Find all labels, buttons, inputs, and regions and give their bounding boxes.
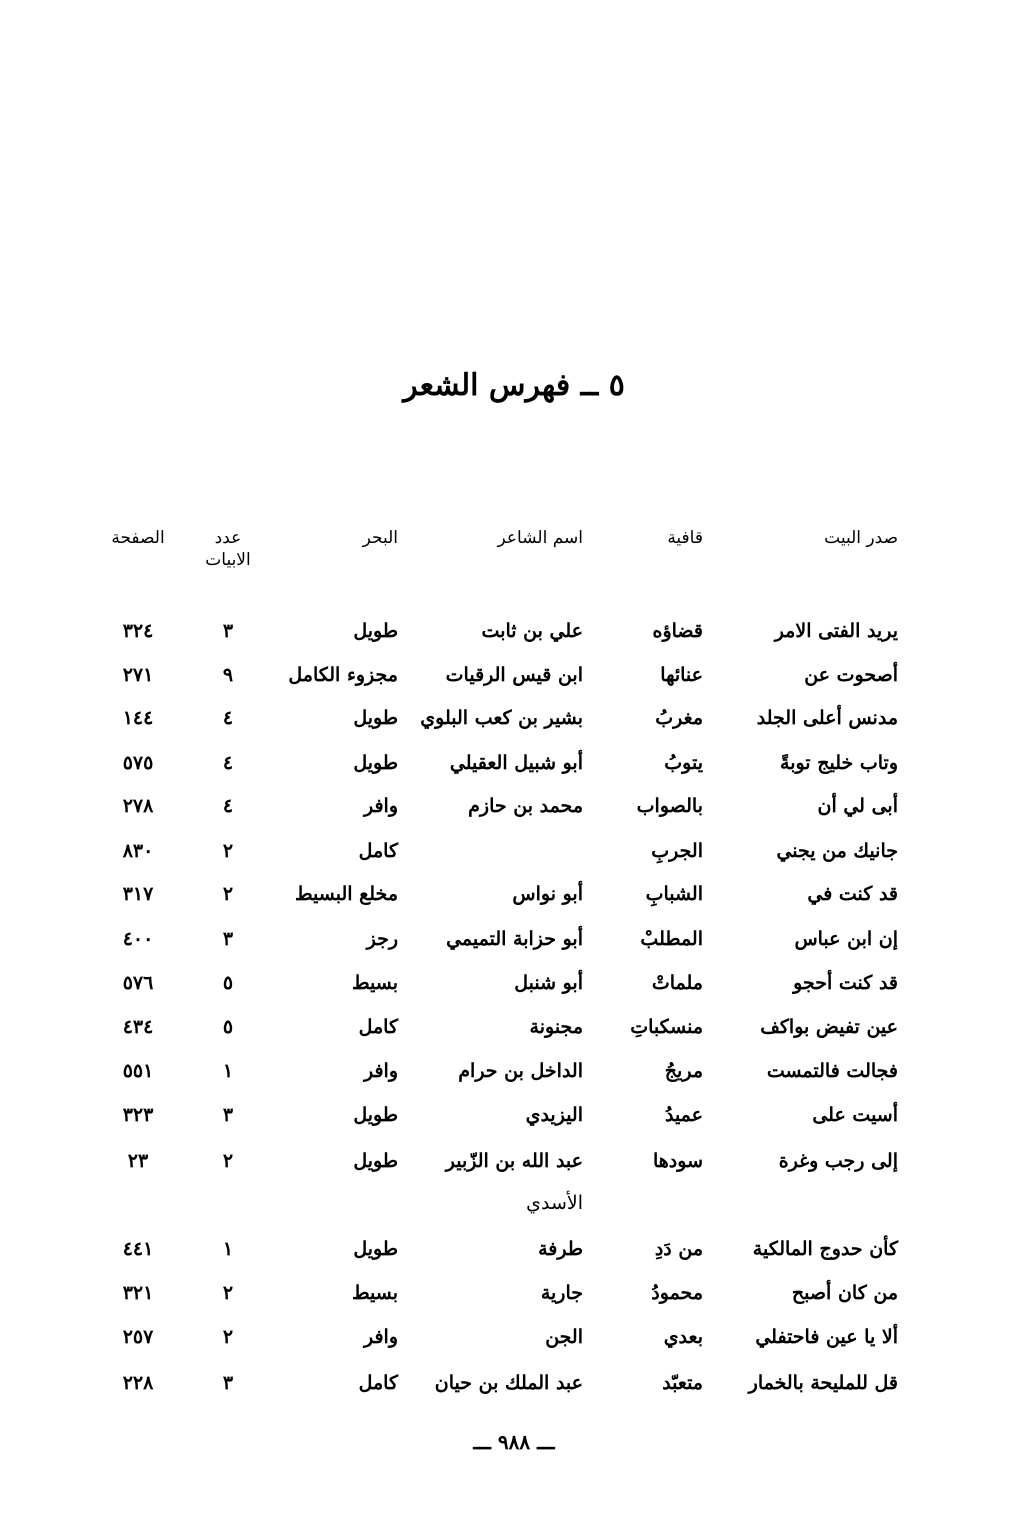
cell-count: ٤ <box>222 752 234 774</box>
cell-page: ٢٥٧ <box>122 1326 154 1348</box>
cell-first-half: أصحوت عن <box>804 664 898 686</box>
cell-meter: طويل <box>353 1104 398 1126</box>
cell-first-half: جانيك من يجني <box>776 840 898 862</box>
table-row <box>0 1060 1028 1100</box>
header-count-line2: الابيات <box>205 550 251 570</box>
cell-count: ٢ <box>222 1150 234 1172</box>
cell-rhyme: الشبابِ <box>645 883 703 905</box>
cell-page: ٣٢٤ <box>122 620 154 642</box>
cell-meter: طويل <box>353 620 398 642</box>
cell-count: ٣ <box>222 928 234 950</box>
cell-poet: عبد الملك بن حيان <box>434 1372 583 1394</box>
cell-count: ٢ <box>222 883 234 905</box>
cell-page: ٤٤١ <box>122 1238 154 1260</box>
cell-poet: الداخل بن حرام <box>458 1060 583 1082</box>
cell-meter: كامل <box>358 840 398 862</box>
cell-first-half: أسيت على <box>812 1104 898 1126</box>
table-row <box>0 752 1028 792</box>
cell-meter: طويل <box>353 752 398 774</box>
header-meter: البحر <box>362 528 398 548</box>
cell-first-half: أبى لي أن <box>817 795 898 817</box>
cell-rhyme: متعبّد <box>662 1372 703 1394</box>
cell-first-half: قد كنت في <box>807 883 898 905</box>
cell-poet: جارية <box>540 1282 583 1304</box>
page-title: ٥ ــ فهرس الشعر <box>403 368 625 403</box>
poet-continuation-line <box>0 1192 1028 1232</box>
cell-poet: علي بن ثابت <box>481 620 583 642</box>
cell-first-half: إلى رجب وغرة <box>778 1150 898 1172</box>
cell-page: ٣٢١ <box>122 1282 154 1304</box>
cell-rhyme: مريجُ <box>664 1060 703 1082</box>
cell-count: ٥ <box>222 972 234 994</box>
cell-poet: بشير بن كعب البلوي <box>420 707 583 729</box>
cell-first-half: ألا يا عين فاحتفلي <box>755 1326 898 1348</box>
cell-page: ٥٥١ <box>122 1060 154 1082</box>
cell-rhyme: يتوبُ <box>664 752 703 774</box>
table-row <box>0 1150 1028 1190</box>
cell-count: ٣ <box>222 1372 234 1394</box>
cell-meter: كامل <box>358 1372 398 1394</box>
cell-rhyme: عنائها <box>660 664 703 686</box>
table-row <box>0 620 1028 660</box>
cell-rhyme: الجربِ <box>651 840 703 862</box>
cell-poet: طرفة <box>538 1238 583 1260</box>
cell-page: ٤٣٤ <box>122 1016 154 1038</box>
cell-page: ٤٠٠ <box>122 928 154 950</box>
cell-first-half: عين تفيض بواكف <box>760 1016 898 1038</box>
cell-rhyme: المطلبْ <box>640 928 703 950</box>
cell-count: ١ <box>222 1060 234 1082</box>
cell-count: ١ <box>222 1238 234 1260</box>
cell-meter: كامل <box>358 1016 398 1038</box>
table-row <box>0 795 1028 835</box>
cell-page: ٥٧٥ <box>122 752 154 774</box>
cell-rhyme: ملماتْ <box>651 972 703 994</box>
cell-rhyme: منسكباتِ <box>630 1016 703 1038</box>
cell-page: ٢٣ <box>127 1150 149 1172</box>
cell-page: ٢٧١ <box>122 664 154 686</box>
cell-rhyme: محمودُ <box>651 1282 703 1304</box>
table-row <box>0 840 1028 880</box>
poet-continuation: الأسدي <box>526 1192 583 1214</box>
cell-first-half: فجالت فالتمست <box>766 1060 898 1082</box>
table-row <box>0 1016 1028 1056</box>
table-header <box>0 527 1028 570</box>
cell-count: ٢ <box>222 840 234 862</box>
cell-page: ٣٢٣ <box>122 1104 154 1126</box>
cell-first-half: مدنس أعلى الجلد <box>756 707 898 729</box>
cell-meter: وافر <box>363 1060 398 1082</box>
cell-rhyme: من دَدِ <box>654 1238 703 1260</box>
header-first-half: صدر البيت <box>824 528 898 548</box>
table-row <box>0 664 1028 704</box>
page-number: ـــ ٩٨٨ ـــ <box>473 1430 555 1454</box>
table-row <box>0 972 1028 1012</box>
table-row <box>0 928 1028 968</box>
cell-first-half: قل للمليحة بالخمار <box>748 1372 898 1394</box>
cell-rhyme: بعدي <box>663 1326 703 1348</box>
cell-first-half: إن ابن عباس <box>794 928 898 950</box>
table-row <box>0 707 1028 747</box>
cell-poet: أبو حزابة التميمي <box>446 928 583 950</box>
cell-first-half: يريد الفتى الامر <box>774 620 898 642</box>
cell-rhyme: سودها <box>652 1150 703 1172</box>
cell-poet: مجنونة <box>529 1016 583 1038</box>
cell-first-half: قد كنت أحجو <box>793 972 898 994</box>
cell-count: ٤ <box>222 795 234 817</box>
cell-poet: أبو شبيل العقيلي <box>449 752 583 774</box>
cell-first-half: كأن حدوج المالكية <box>752 1238 898 1260</box>
cell-rhyme: بالصواب <box>636 795 703 817</box>
cell-poet: اليزيدي <box>525 1104 583 1126</box>
cell-rhyme: مغربُ <box>655 707 703 729</box>
cell-meter: وافر <box>363 1326 398 1348</box>
cell-page: ٢٧٨ <box>122 795 154 817</box>
cell-count: ٥ <box>222 1016 234 1038</box>
cell-meter: مخلع البسيط <box>295 883 398 905</box>
cell-rhyme: عميدُ <box>664 1104 703 1126</box>
cell-poet: ابن قيس الرقيات <box>445 664 583 686</box>
cell-meter: رجز <box>366 928 398 950</box>
cell-meter: طويل <box>353 707 398 729</box>
cell-first-half: وتاب خليج توبةً <box>780 752 898 774</box>
cell-page: ٨٣٠ <box>122 840 154 862</box>
header-poet: اسم الشاعر <box>497 528 583 548</box>
table-row <box>0 1104 1028 1144</box>
cell-meter: بسيط <box>351 972 398 994</box>
header-rhyme: قافية <box>667 528 703 548</box>
cell-meter: بسيط <box>351 1282 398 1304</box>
cell-page: ٢٢٨ <box>122 1372 154 1394</box>
cell-meter: طويل <box>353 1238 398 1260</box>
header-page: الصفحة <box>111 528 165 548</box>
cell-poet: عبد الله بن الزّبير <box>445 1150 583 1172</box>
cell-page: ٣١٧ <box>122 883 154 905</box>
table-row <box>0 1238 1028 1278</box>
table-row <box>0 1372 1028 1412</box>
cell-count: ٣ <box>222 1104 234 1126</box>
cell-meter: وافر <box>363 795 398 817</box>
cell-page: ٥٧٦ <box>122 972 154 994</box>
cell-count: ٩ <box>222 664 234 686</box>
cell-count: ٤ <box>222 707 234 729</box>
cell-first-half: من كان أصبح <box>791 1282 898 1304</box>
cell-poet: أبو شنبل <box>514 972 583 994</box>
cell-poet: أبو نواس <box>512 883 583 905</box>
table-row <box>0 1282 1028 1322</box>
cell-poet: محمد بن حازم <box>468 795 583 817</box>
header-count-line1: عدد <box>214 528 242 548</box>
table-row <box>0 1326 1028 1366</box>
cell-meter: مجزوء الكامل <box>288 664 398 686</box>
header-count <box>198 527 258 571</box>
cell-count: ٢ <box>222 1326 234 1348</box>
table-row <box>0 883 1028 923</box>
cell-count: ٢ <box>222 1282 234 1304</box>
cell-poet: الجن <box>545 1326 583 1348</box>
cell-rhyme: قضاؤه <box>652 620 703 642</box>
cell-count: ٣ <box>222 620 234 642</box>
cell-meter: طويل <box>353 1150 398 1172</box>
cell-page: ١٤٤ <box>122 707 154 729</box>
